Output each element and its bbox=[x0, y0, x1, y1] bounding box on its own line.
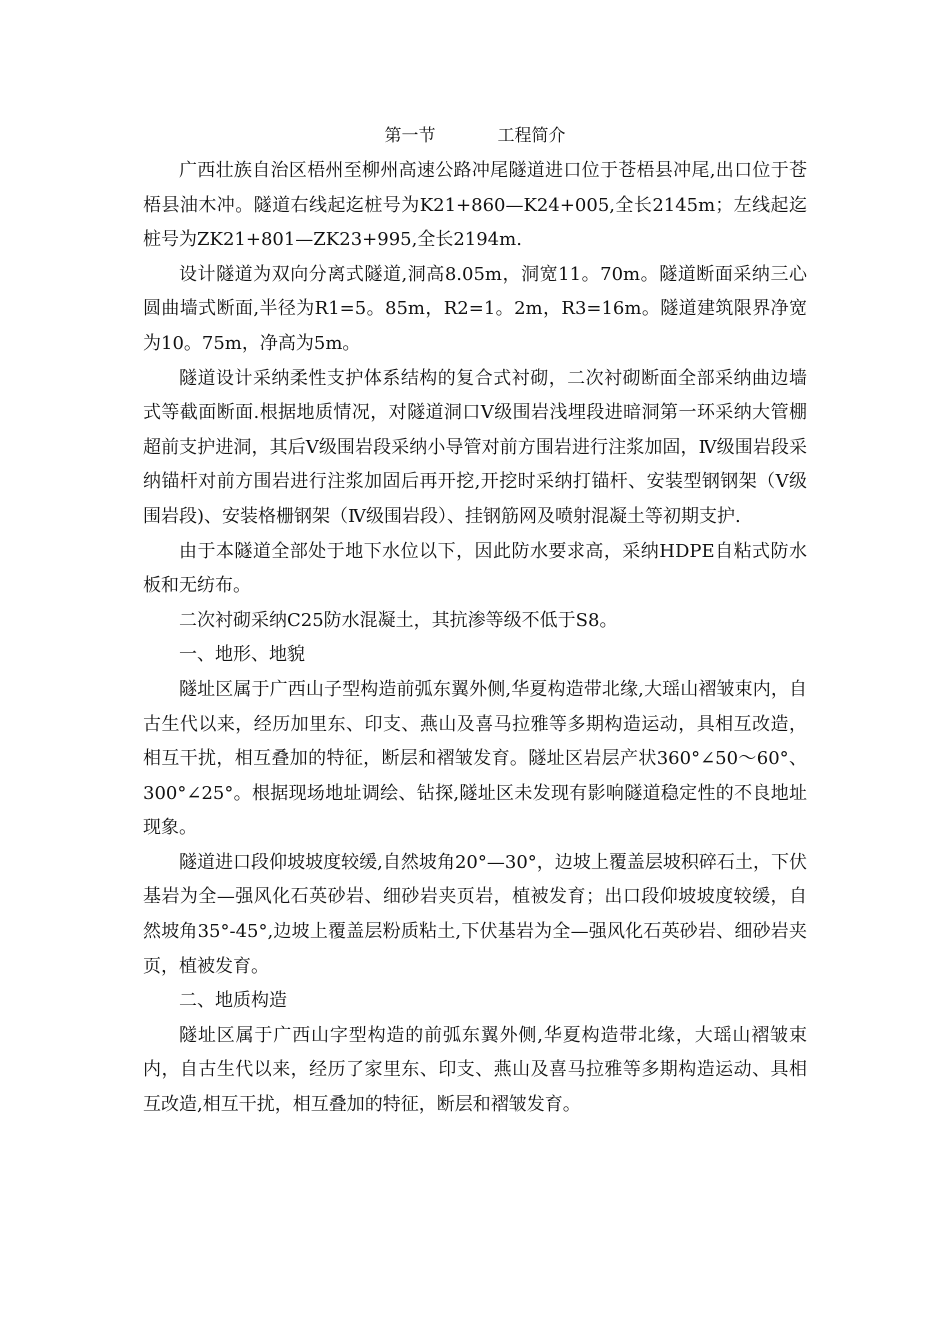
section-title bbox=[0, 122, 950, 150]
heading-geology: 二、地质构造 bbox=[179, 990, 287, 1012]
section-title-text: 工程简介 bbox=[497, 126, 566, 146]
paragraph-tunnel-design: 设计隧道为双向分离式隧道,洞高8.05m，洞宽11。70m。隧道断面采纳三心圆曲墙式断面,半径为R1=5。85m，R2=1。2m，R3=16m。隧道建筑限界净宽为10。75m，净高为5m。 bbox=[143, 263, 807, 354]
section-number: 第一节 bbox=[384, 126, 436, 146]
document-body bbox=[143, 154, 807, 1123]
paragraph-terrain-structure: 隧址区属于广西山子型构造前弧东翼外侧,华夏构造带北缘,大瑶山褶皱束内，自古生代以来，经历加里东、印支、燕山及喜马拉雅等多期构造运动，具相互改造，相互干扰，相互叠加的特征，断层和褶皱发育。隧址区岩层产状360°∠50～60°、300°∠25°。根据现场地址调绘、钻探,隧址区未发现有影响隧道稳定性的不良地址现象。 bbox=[143, 678, 807, 839]
paragraph-lining-support: 隧道设计采纳柔性支护体系结构的复合式衬砌，二次衬砌断面全部采纳曲边墙式等截面断面.根据地质情况，对隧道洞口Ⅴ级围岩浅埋段进暗洞第一环采纳大管棚超前支护进洞，其后Ⅴ级围岩段采纳小导管对前方围岩进行注浆加固，Ⅳ级围岩段采纳锚杆对前方围岩进行注浆加固后再开挖,开挖时采纳打锚杆、安装型钢钢架（Ⅴ级围岩段)、安装格栅钢架（Ⅳ级围岩段）、挂钢筋网及喷射混凝土等初期支护. bbox=[143, 367, 807, 527]
paragraph-geology-structure: 隧址区属于广西山字型构造的前弧东翼外侧,华夏构造带北缘，大瑶山褶皱束内，自古生代以来，经历了家里东、印支、燕山及喜马拉雅等多期构造运动、具相互改造,相互干扰，相互叠加的特征，断层和褶皱发育。 bbox=[143, 1024, 807, 1116]
paragraph-waterproofing: 由于本隧道全部处于地下水位以下，因此防水要求高，采纳HDPE自粘式防水板和无纺布。 bbox=[143, 540, 807, 597]
paragraph-slopes: 隧道进口段仰坡坡度较缓,自然坡角20°—30°，边坡上覆盖层坡积碎石土，下伏基岩为全—强风化石英砂岩、细砂岩夹页岩，植被发育；出口段仰坡坡度较缓，自然坡角35°-45°,边坡上覆盖层粉质粘土,下伏基岩为全—强风化石英砂岩、细砂岩夹页，植被发育。 bbox=[143, 851, 807, 977]
paragraph-secondary-lining: 二次衬砌采纳C25防水混凝土，其抗渗等级不低于S8。 bbox=[179, 609, 618, 631]
heading-terrain: 一、地形、地貌 bbox=[179, 644, 305, 666]
paragraph-project-location: 广西壮族自治区梧州至柳州高速公路冲尾隧道进口位于苍梧县冲尾,出口位于苍梧县油木冲。隧道右线起迄桩号为K21+860—K24+005,全长2145m；左线起迄桩号为ZK21+801—ZK23+995,全长2194m. bbox=[143, 160, 807, 251]
